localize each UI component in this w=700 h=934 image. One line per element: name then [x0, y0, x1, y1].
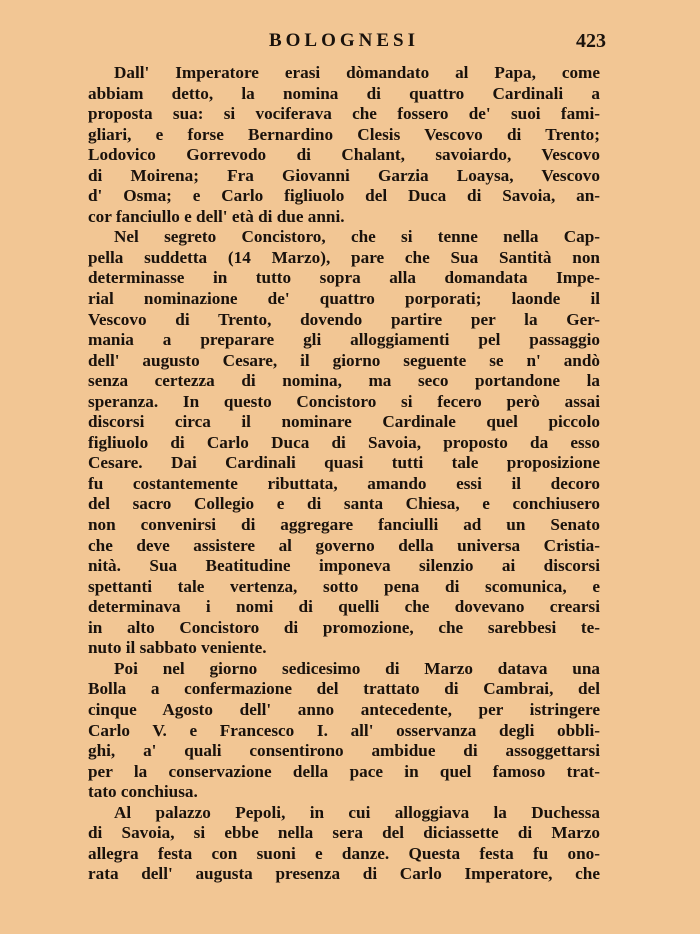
- text-line: Nel segreto Concistoro, che si tenne nella Cap-: [114, 227, 600, 247]
- text-line: nità. Sua Beatitudine imponeva silenzio ai discorsi: [88, 556, 600, 576]
- text-line: Dall' Imperatore erasi dòmandato al Papa, come: [114, 63, 600, 82]
- text-line: in alto Concistoro di promozione, che sarebbesi te-: [88, 617, 600, 637]
- text-line: del sacro Collegio e di santa Chiesa, e conchiusero: [88, 494, 600, 514]
- text-line: determinava i nomi di quelli che dovevano crearsi: [88, 597, 600, 617]
- text-line: Vescovo di Trento, dovendo partire per la Ger-: [88, 309, 600, 329]
- text-line: Al palazzo Pepoli, in cui alloggiava la Duchessa: [114, 802, 600, 822]
- text-line: nuto il sabbato veniente.: [88, 638, 267, 658]
- text-line: mania a preparare gli alloggiamenti pel passaggio: [88, 330, 600, 350]
- text-line: senza certezza di nomina, ma seco portandone la: [88, 371, 600, 391]
- text-body: [88, 63, 600, 885]
- text-line: Lodovico Gorrevodo di Chalant, savoiardo, Vescovo: [88, 145, 600, 165]
- text-line: tato conchiusa.: [88, 782, 198, 802]
- text-line: non convenirsi di aggregare fanciulli ad un Senato: [88, 515, 600, 535]
- text-line: gliari, e forse Bernardino Clesis Vescovo di Trento;: [88, 124, 600, 144]
- text-line: pella suddetta (14 Marzo), pare che Sua Santità non: [88, 247, 600, 267]
- text-line: Bolla a confermazione del trattato di Cambrai, del: [88, 679, 600, 699]
- text-line: d' Osma; e Carlo figliuolo del Duca di Savoia, an-: [88, 186, 600, 206]
- running-title: BOLOGNESI: [268, 30, 420, 51]
- text-line: rata dell' augusta presenza di Carlo Imperatore, che: [88, 864, 600, 884]
- page-header: [88, 28, 606, 58]
- text-line: figliuolo di Carlo Duca di Savoia, proposto da esso: [88, 432, 600, 452]
- text-line: allegra festa con suoni e danze. Questa festa fu ono-: [88, 843, 600, 863]
- text-line: per la conservazione della pace in quel famoso trat-: [88, 761, 600, 781]
- text-line: spettanti tale vertenza, sotto pena di scomunica, e: [88, 576, 600, 596]
- text-line: cor fanciullo e dell' età di due anni.: [88, 206, 345, 226]
- text-line: che deve assistere al governo della universa Cristia-: [88, 535, 600, 555]
- text-line: rial nominazione de' quattro porporati; laonde il: [88, 289, 600, 309]
- text-line: Poi nel giorno sedicesimo di Marzo datava una: [114, 658, 600, 678]
- text-line: speranza. In questo Concistoro si fecero però assai: [88, 391, 600, 411]
- text-line: discorsi circa il nominare Cardinale quel piccolo: [88, 412, 600, 432]
- text-line: cinque Agosto dell' anno antecedente, per istringere: [88, 699, 600, 719]
- text-line: fu costantemente ributtata, amando essi il decoro: [88, 473, 600, 493]
- text-line: di Moirena; Fra Giovanni Garzia Loaysa, Vescovo: [88, 165, 600, 185]
- text-line: dell' augusto Cesare, il giorno seguente se n' andò: [88, 350, 600, 370]
- text-line: Carlo V. e Francesco I. all' osservanza degli obbli-: [88, 720, 600, 740]
- text-line: di Savoia, si ebbe nella sera del diciassette di Marzo: [88, 823, 600, 843]
- text-line: abbiam detto, la nomina di quattro Cardinali a: [88, 83, 600, 103]
- text-line: Cesare. Dai Cardinali quasi tutti tale proposizione: [88, 453, 600, 473]
- text-line: ghi, a' quali consentirono ambidue di assoggettarsi: [88, 741, 600, 761]
- page-number: 423: [576, 30, 606, 52]
- text-line: proposta sua: si vociferava che fossero de' suoi fami-: [88, 104, 600, 124]
- text-line: determinasse in tutto sopra alla domandata Impe-: [88, 268, 600, 288]
